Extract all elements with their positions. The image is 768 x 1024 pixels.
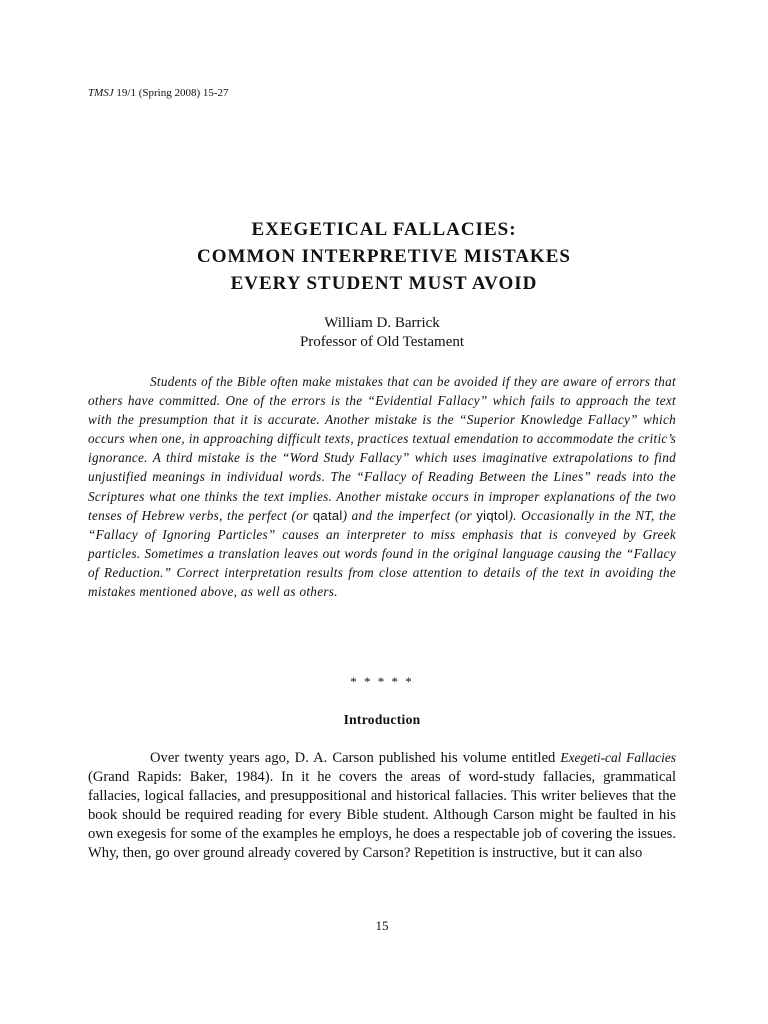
running-header xyxy=(88,87,229,99)
page-number: 15 xyxy=(375,918,389,933)
title-line-3: EVERY STUDENT MUST AVOID xyxy=(230,273,538,294)
author-position: Professor of Old Testament xyxy=(299,334,465,350)
abstract xyxy=(88,372,676,601)
body-text-1: Over twenty years ago, D. A. Carson published his volume entitled xyxy=(150,750,561,766)
body-paragraph xyxy=(88,748,676,863)
section-heading: Introduction xyxy=(343,712,421,727)
hebrew-term-qatal: qatal xyxy=(312,507,343,523)
issue-citation: 19/1 (Spring 2008) 15-27 xyxy=(116,87,229,99)
title-line-1: EXEGETICAL FALLACIES: xyxy=(251,219,517,240)
book-title: Exegeti-cal Fallacies xyxy=(560,750,676,765)
body-text-2: (Grand Rapids: Baker, 1984). In it he covers the areas of word-study fallacies, grammatical fallacies, logical fallacies, and presuppositional and historical fallacies. This writer believes that the book should be required reading for every Bible student. Although Carson might be faulted in his own exegesis for some of the examples he employs, he does a respectable job of covering the issues. Why, then, go over ground already covered by Carson? Repetition is instructive, but it can also xyxy=(88,769,676,861)
author-name: William D. Barrick xyxy=(324,315,440,331)
hebrew-term-yiqtol: yiqtol xyxy=(476,507,509,523)
title-line-2: COMMON INTERPRETIVE MISTAKES xyxy=(197,246,571,267)
abstract-text-1: Students of the Bible often make mistakes that can be avoided if they are aware of errors that others have committed. One of the errors is the “Evidential Fallacy” which fails to approach the text with the presumption that it is accurate. Another mistake is the “Superior Knowledge Fallacy” which occurs when one, in approaching difficult texts, practices textual emendation to accommodate the critic’s ignorance. A third mistake is the “Word Study Fallacy” which uses imaginative extrapolations to find unjustified meanings in individual words. The “Fallacy of Reading Between the Lines” reads into the Scriptures what one thinks the text implies. Another mistake occurs in improper explanations of the two tenses of Hebrew verbs, the perfect (or xyxy=(88,374,676,523)
section-separator: * * * * * xyxy=(350,674,414,689)
author-block xyxy=(0,314,764,352)
journal-abbreviation: TMSJ xyxy=(88,87,114,99)
article-title xyxy=(0,216,768,297)
abstract-text-2: ) and the imperfect (or xyxy=(342,507,477,523)
abstract-text-3: ). Occasionally in the NT, the “Fallacy of Ignoring Particles” causes an interpreter to miss emphasis that is conveyed by Greek particles. Sometimes a translation leaves out words found in the original language causing the “Fallacy of Reduction.” Correct interpretation results from close attention to details of the text in avoiding the mistakes mentioned above, as well as others. xyxy=(88,507,676,600)
